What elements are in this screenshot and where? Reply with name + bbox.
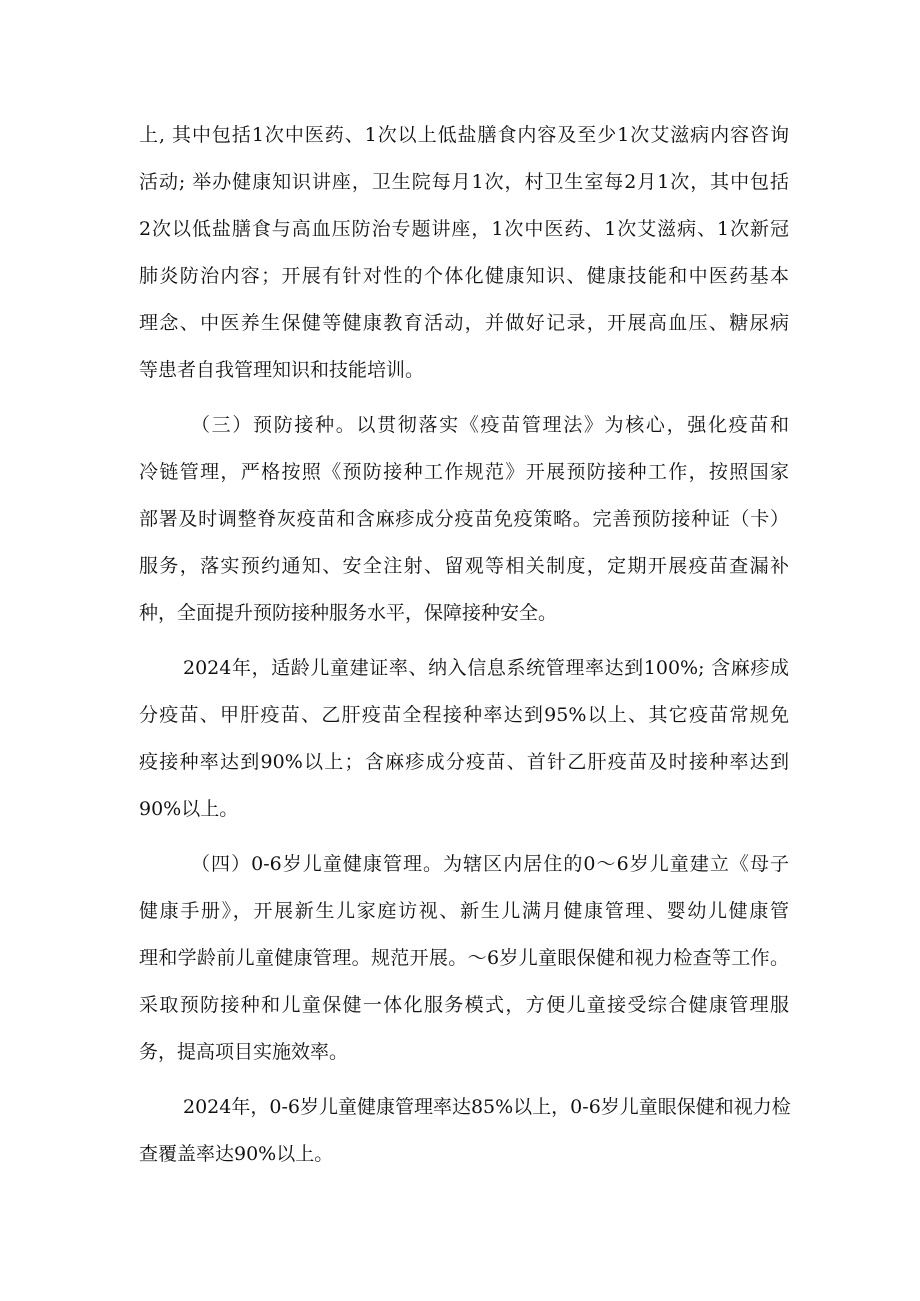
text-line: 2024年，适龄儿童建证率、纳入信息系统管理率达到100%; 含麻疹成 [183, 657, 789, 679]
paragraph-vaccination-targets [139, 645, 789, 833]
text-line: 活动; 举办健康知识讲座，卫生院每月1次，村卫生室每2月1次，其中包括 [139, 171, 789, 193]
text-line: 肺炎防治内容；开展有针对性的个体化健康知识、健康技能和中医药基本 [139, 265, 789, 287]
text-line: 90%以上。 [139, 798, 239, 820]
text-line: 疫接种率达到90%以上；含麻疹成分疫苗、首针乙肝疫苗及时接种率达到 [139, 751, 789, 773]
text-line: 健康手册》，开展新生儿家庭访视、新生儿满月健康管理、婴幼儿健康管 [139, 900, 789, 922]
paragraph-child-health [139, 841, 789, 1076]
paragraph-health-education [139, 112, 789, 394]
text-line: 2次以低盐膳食与高血压防治专题讲座，1次中医药、1次艾滋病、1次新冠 [139, 218, 789, 240]
text-line: 服务，落实预约通知、安全注射、留观等相关制度，定期开展疫苗查漏补 [139, 555, 789, 577]
text-line: 分疫苗、甲肝疫苗、乙肝疫苗全程接种率达到95%以上、其它疫苗常规免 [139, 704, 789, 726]
text-line: 部署及时调整脊灰疫苗和含麻疹成分疫苗免疫策略。完善预防接种证（卡） [139, 508, 789, 530]
text-line: 上, 其中包括1次中医药、1次以上低盐膳食内容及至少1次艾滋病内容咨询 [139, 124, 789, 146]
paragraph-vaccination [139, 402, 789, 637]
text-line: 冷链管理，严格按照《预防接种工作规范》开展预防接种工作，按照国家 [139, 461, 789, 483]
text-line: 务，提高项目实施效率。 [139, 1041, 349, 1063]
section-heading-line: （四）0-6岁儿童健康管理。为辖区内居住的0〜6岁儿童建立《母子 [191, 853, 789, 875]
document-body [139, 112, 789, 1178]
text-line: 理和学龄前儿童健康管理。规范开展。〜6岁儿童眼保健和视力检查等工作。 [139, 947, 789, 969]
text-line: 采取预防接种和儿童保健一体化服务模式，方便儿童接受综合健康管理服 [139, 994, 789, 1016]
text-line: 理念、中医养生保健等健康教育活动，并做好记录，开展高血压、糖尿病 [139, 312, 789, 334]
text-line: 种，全面提升预防接种服务水平，保障接种安全。 [139, 602, 558, 624]
text-line: 2024年，0-6岁儿童健康管理率达85%以上，0-6岁儿童眼保健和视力检 [183, 1096, 791, 1118]
section-heading-line: （三）预防接种。以贯彻落实《疫苗管理法》为核心，强化疫苗和 [191, 414, 789, 436]
text-line: 等患者自我管理知识和技能培训。 [139, 359, 425, 381]
text-line: 查覆盖率达90%以上。 [139, 1143, 334, 1165]
paragraph-child-health-targets [139, 1084, 789, 1178]
